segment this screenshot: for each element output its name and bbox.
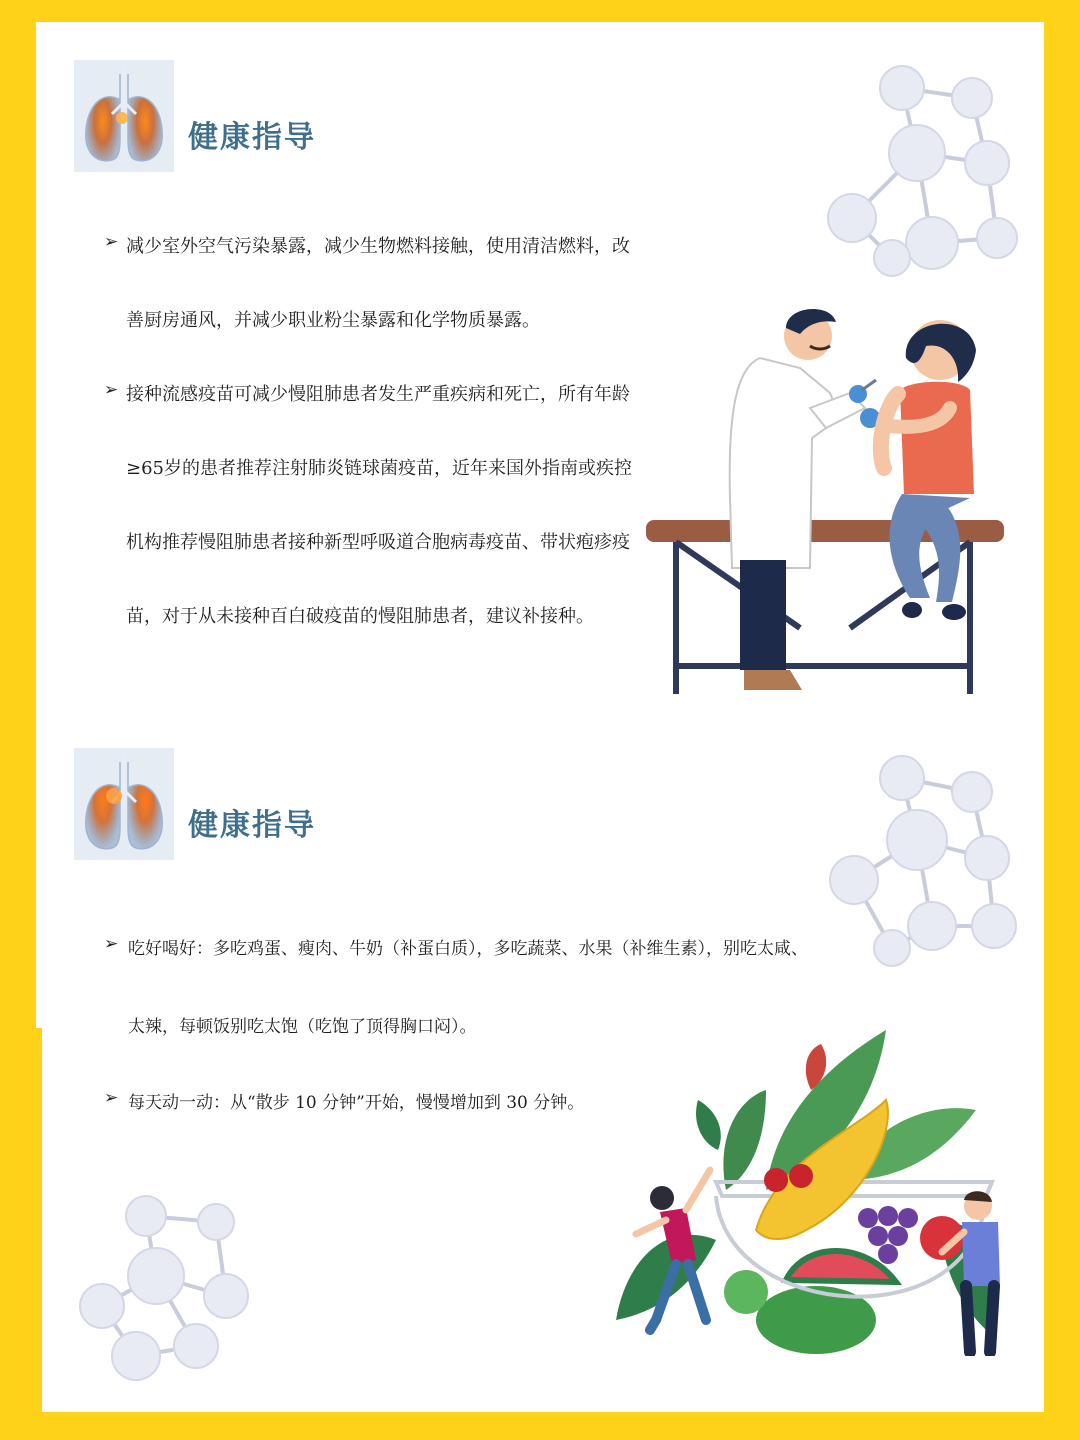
section-heading: 健康指导 xyxy=(188,808,316,843)
bullet-item xyxy=(104,232,126,252)
molecule-decoration xyxy=(822,58,1022,286)
bullet-item xyxy=(104,380,126,400)
bullet-arrow-icon: ➢ xyxy=(104,232,119,252)
fruit-bowl-illustration xyxy=(606,1020,1026,1356)
text-line: 善厨房通风，并减少职业粉尘暴露和化学物质暴露。 xyxy=(126,310,540,331)
text-line: 机构推荐慢阻肺患者接种新型呼吸道合胞病毒疫苗、带状疱疹疫 xyxy=(126,532,630,553)
text-line: 太辣，每顿饭别吃太饱（吃饱了顶得胸口闷）。 xyxy=(128,1017,477,1037)
text-line: 减少室外空气污染暴露，减少生物燃料接触，使用清洁燃料，改 xyxy=(126,236,630,257)
lung-icon xyxy=(74,60,174,172)
text-line: 接种流感疫苗可减少慢阻肺患者发生严重疾病和死亡，所有年龄 xyxy=(126,384,630,405)
text-line: ≥65岁的患者推荐注射肺炎链球菌疫苗，近年来国外指南或疾控 xyxy=(126,458,632,479)
bullet-arrow-icon: ➢ xyxy=(104,934,119,954)
bullet-item xyxy=(104,1088,126,1108)
text-line: 吃好喝好：多吃鸡蛋、瘦肉、牛奶（补蛋白质），多吃蔬菜、水果（补维生素），别吃太咸、 xyxy=(128,939,808,959)
bullet-arrow-icon: ➢ xyxy=(104,380,119,400)
health-guidance-section-2 xyxy=(0,720,1080,1440)
bullet-item xyxy=(104,934,126,954)
molecule-decoration xyxy=(76,1186,256,1386)
section-heading: 健康指导 xyxy=(188,120,316,155)
bullet-arrow-icon: ➢ xyxy=(104,1088,119,1108)
text-line: 苗，对于从未接种百白破疫苗的慢阻肺患者，建议补接种。 xyxy=(126,606,594,627)
lung-icon xyxy=(74,748,174,860)
molecule-decoration xyxy=(822,750,1022,978)
vaccination-illustration xyxy=(640,298,1010,698)
text-line: 每天动一动：从“散步 10 分钟”开始，慢慢增加到 30 分钟。 xyxy=(128,1093,585,1113)
